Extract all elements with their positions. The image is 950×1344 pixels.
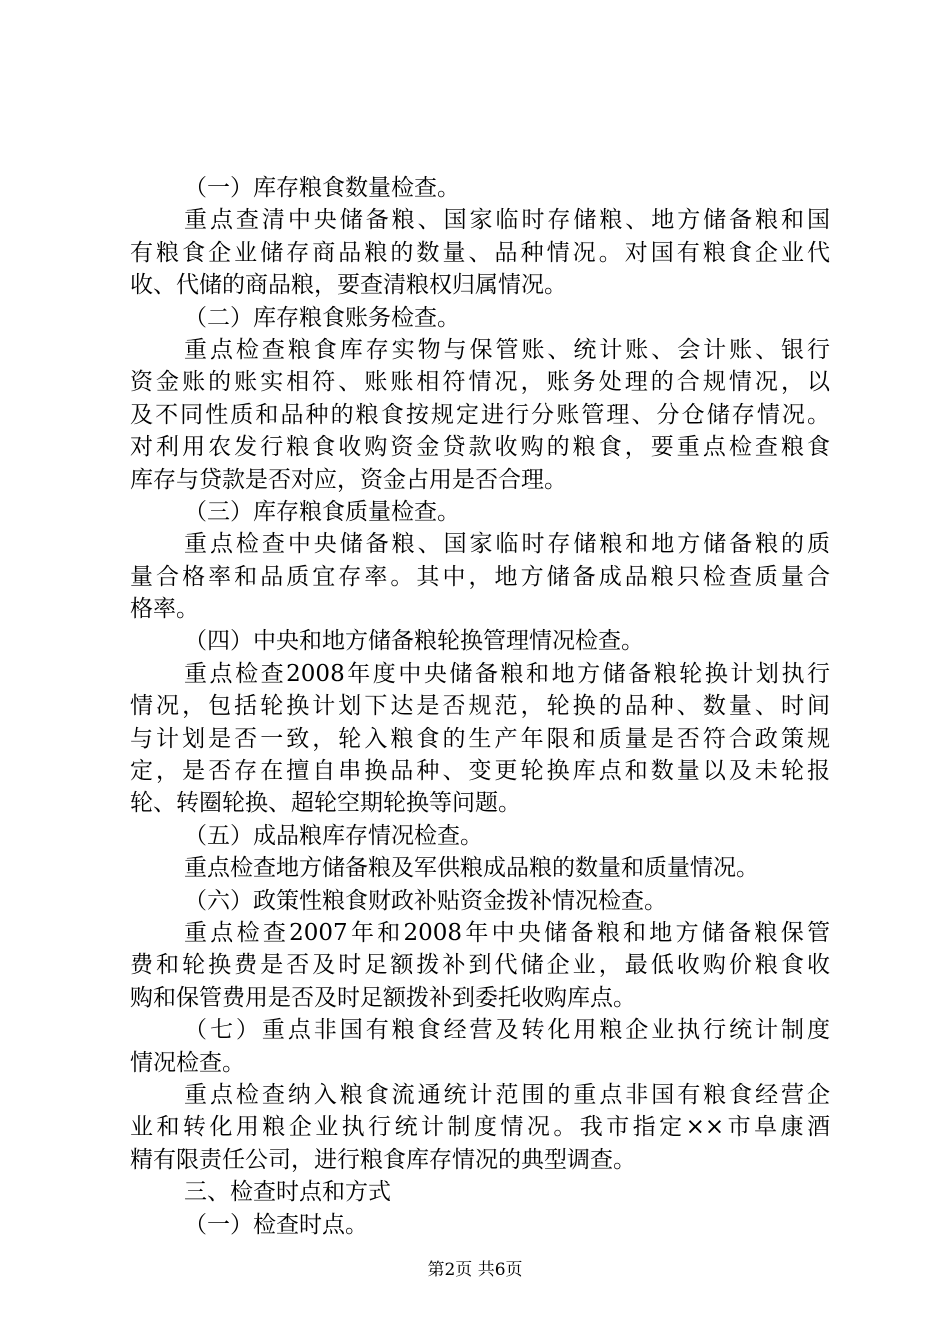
page-footer: 第2页 共6页 bbox=[427, 1260, 523, 1280]
paragraph-line: 重点检查地方储备粮及军供粮成品粮的数量和质量情况。 bbox=[184, 855, 759, 882]
paragraph-line: 及不同性质和品种的粮食按规定进行分账管理、分仓储存情况。 bbox=[130, 401, 830, 428]
paragraph-line: 重点查清中央储备粮、国家临时存储粮、地方储备粮和国 bbox=[184, 207, 830, 234]
paragraph-line: 重点检查粮食库存实物与保管账、统计账、会计账、银行 bbox=[184, 336, 830, 363]
section-heading-7-continued: 情况检查。 bbox=[130, 1049, 245, 1076]
paragraph-line: 情况，包括轮换计划下达是否规范，轮换的品种、数量、时间 bbox=[130, 693, 830, 720]
paragraph-line: 重点检查纳入粮食流通统计范围的重点非国有粮食经营企 bbox=[184, 1081, 830, 1108]
section-heading-5: （五）成品粮库存情况检查。 bbox=[184, 822, 483, 849]
paragraph-line: 库存与贷款是否对应，资金占用是否合理。 bbox=[130, 466, 567, 493]
section-heading-1: （一）库存粮食数量检查。 bbox=[184, 175, 460, 201]
section-heading-6: （六）政策性粮食财政补贴资金拨补情况检查。 bbox=[184, 887, 667, 914]
paragraph-line: 量合格率和品质宜存率。其中，地方储备成品粮只检查质量合 bbox=[130, 563, 830, 590]
document-body bbox=[130, 172, 830, 1241]
paragraph-line: 格率。 bbox=[130, 596, 199, 623]
paragraph-line: 重点检查2008年度中央储备粮和地方储备粮轮换计划执行 bbox=[184, 660, 830, 687]
paragraph-line: 费和轮换费是否及时足额拨补到代储企业，最低收购价粮食收 bbox=[130, 952, 830, 979]
paragraph-line: 重点检查2007年和2008年中央储备粮和地方储备粮保管 bbox=[184, 919, 830, 946]
paragraph-line: 有粮食企业储存商品粮的数量、品种情况。对国有粮食企业代 bbox=[130, 239, 830, 266]
section-heading-4: （四）中央和地方储备粮轮换管理情况检查。 bbox=[184, 628, 644, 655]
chapter-heading-3: 三、检查时点和方式 bbox=[184, 1179, 391, 1206]
paragraph-line: 收、代储的商品粮，要查清粮权归属情况。 bbox=[130, 272, 567, 299]
section-heading-3: （三）库存粮食质量检查。 bbox=[184, 498, 460, 525]
paragraph-line: 购和保管费用是否及时足额拨补到委托收购库点。 bbox=[130, 984, 636, 1011]
paragraph-line: 对利用农发行粮食收购资金贷款收购的粮食，要重点检查粮食 bbox=[130, 434, 830, 461]
paragraph-line: 重点检查中央储备粮、国家临时存储粮和地方储备粮的质 bbox=[184, 531, 830, 558]
paragraph-line: 精有限责任公司，进行粮食库存情况的典型调查。 bbox=[130, 1146, 636, 1173]
paragraph-line: 轮、转圈轮换、超轮空期轮换等问题。 bbox=[130, 790, 521, 817]
paragraph-line: 资金账的账实相符、账账相符情况，账务处理的合规情况，以 bbox=[130, 369, 830, 396]
sub-heading-inspection-time: （一）检查时点。 bbox=[184, 1211, 368, 1238]
section-heading-7: （七）重点非国有粮食经营及转化用粮企业执行统计制度 bbox=[184, 1017, 830, 1044]
section-heading-2: （二）库存粮食账务检查。 bbox=[184, 304, 460, 331]
paragraph-line: 与计划是否一致，轮入粮食的生产年限和质量是否符合政策规 bbox=[130, 725, 830, 752]
paragraph-line: 定，是否存在擅自串换品种、变更轮换库点和数量以及未轮报 bbox=[130, 758, 830, 785]
paragraph-line: 业和转化用粮企业执行统计制度情况。我市指定××市阜康酒 bbox=[130, 1114, 830, 1141]
